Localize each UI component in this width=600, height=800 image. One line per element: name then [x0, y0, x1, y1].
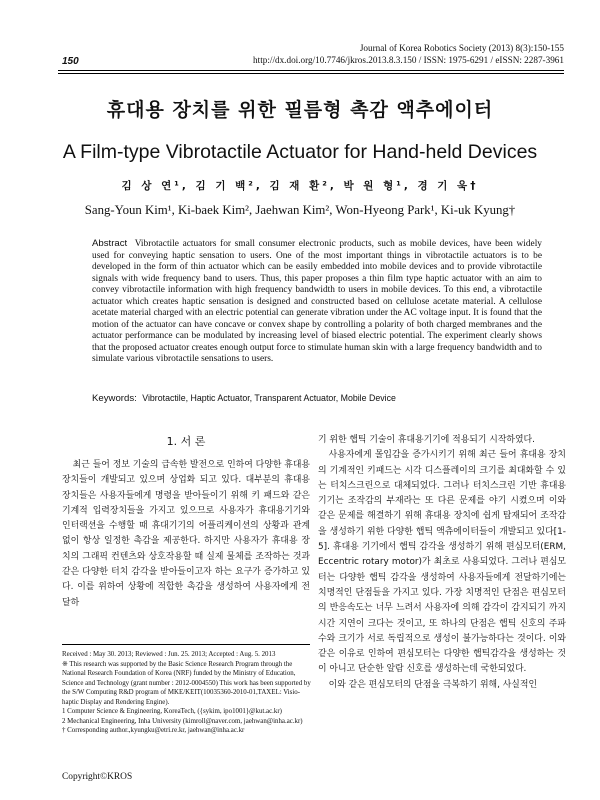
- abstract-label: Abstract: [92, 238, 128, 249]
- keywords-label: Keywords:: [92, 393, 137, 404]
- body-column-right: [318, 433, 566, 693]
- footnote-corresponding: † Corresponding author.,kyungku@etri.re.kr, jaehwan@inha.ac.kr: [62, 727, 245, 735]
- title-korean: 휴대용 장치를 위한 필름형 촉감 액추에이터: [106, 99, 494, 121]
- header-rule: [58, 70, 564, 71]
- keywords-text: Vibrotactile, Haptic Actuator, Transparent Actuator, Mobile Device: [142, 393, 396, 403]
- footnote-affiliation-2: 2 Mechanical Engineering, Inha University (kimroll@naver.com, jaehwan@inha.ac.kr): [62, 717, 303, 725]
- copyright-notice: Copyright©KROS: [62, 772, 133, 782]
- footnote-received: Received : May 30. 2013; Reviewed : Jun. 25. 2013; Accepted : Aug. 5. 2013: [62, 651, 276, 658]
- title-english: A Film-type Vibrotactile Actuator for Hand-held Devices: [62, 141, 538, 163]
- body-paragraph: 사용자에게 몰입감을 증가시키기 위해 최근 들어 휴대용 장치의 기계적인 키패드는 시각 디스플레이의 크기를 최대화할 수 있는 터치스크린으로 대체되었다. 그러나 터치스크린 기반 휴대용기기는 조작감의 부재라는 또 다른 문제를 야기 시켰으며 이와 같은 문제를 해결하기 위해 휴대용 장치에 쉽게 탑재되어 조작감을 생성하기 위한 다양한 햅틱 액츄에이터들이 개발되고 있다[1-5]. 휴대용 기기에서 햅틱 감각을 생성하기 위해 편심모터(ERM, Eccentric rotary motor)가 최초로 사용되었다. 그러나 편심모터는 다양한 햅틱 감각을 생성하여 사용자들에게 전달하기에는 치명적인 단점들을 가지고 있다. 가장 치명적인 단점은 편심모터의 반응속도는 너무 느려서 사용자에 의해 감각이 감지되기 까지 시간 지연이 크다는 것이고, 또 하나의 단점은 햅틱 신호의 주파수와 크기가 서로 독립적으로 생성이 불가능하다는 것이다. 이와 같은 이유로 인하여 편심모터는 다양한 햅틱감각을 생성하는 것이 아니고 단순한 알람 신호를 생성하는데 국한되었다.: [318, 450, 566, 675]
- header-rule-thin: [58, 73, 564, 74]
- intro-paragraph: 최근 들어 정보 기술의 급속한 발전으로 인하여 다양한 휴대용 장치들이 개발되고 있으며 상업화 되고 있다. 대부분의 휴대용 장치들은 사용자들에게 명령을 받아들이기 위해 키 패드와 같은 기계적 입력장치들을 가지고 있으므로 사용자가 휴대용기기와 인터랙션을 수행할 때 휴대기기의 어플리케이션의 상황과 관계 없이 항상 일정한 촉감을 제공한다. 하지만 사용자가 휴대용 장치의 그래픽 컨텐츠와 상호작용할 때 실제 물체를 조작하는 것과 같은 다양한 터치 감각을 받아들이고자 하는 요구가 증가하고 있다. 이를 위하여 상황에 적합한 촉감을 생성하여 사용자에게 전달하: [62, 460, 310, 608]
- footnote-funding: ※ This research was supported by the Basic Science Research Program through the National Research Foundation of Korea (NRF) funded by the Ministry of Education, Science and Technology (grant number : 2012-0004550) This work has been supported by the S/W Computing R&D program of MKE/KEIT(10035360-2010-01,TAXEL: Visio-haptic Display and Rendering Engine).: [62, 660, 311, 706]
- footnotes: [62, 650, 312, 736]
- journal-citation: Journal of Korea Robotics Society (2013) 8(3):150-155: [359, 43, 564, 53]
- section-heading-introduction: 1. 서 론: [166, 435, 206, 448]
- abstract: [92, 238, 542, 366]
- journal-doi-issn: http://dx.doi.org/10.7746/jkros.2013.8.3.150 / ISSN: 1975-6291 / eISSN: 2287-3961: [253, 54, 564, 65]
- keywords: [92, 393, 542, 404]
- footnote-affiliation-1: 1 Computer Science & Engineering, KoreaTech, ({sykim, ipo1001}@kut.ac.kr): [62, 708, 282, 716]
- footnote-rule: [62, 644, 310, 645]
- continued-paragraph: 기 위한 햅틱 기술이 휴대용기기에 적용되기 시작하였다.: [318, 435, 535, 445]
- authors-english: Sang-Youn Kim¹, Ki-baek Kim², Jaehwan Kim², Won-Hyeong Park¹, Ki-uk Kyung†: [84, 203, 516, 217]
- body-column-left: [62, 458, 310, 611]
- abstract-text: Vibrotactile actuators for small consumer electronic products, such as mobile devices, have been widely used for conveying haptic sensation to users. One of the most important things in vibrotactile actuators is to be developed in the form of thin actuator which can be easily embedded into mobile devices and to provide vibrotactile signals with wide frequency band to users. Thus, this paper proposes a thin film type haptic actuator with an aim to convey vibrotactile information with high frequency bandwidth to users in mobile devices. To this end, a vibrotactile actuator which creates haptic sensation is designed and constructed based on cellulose acetate material. A cellulose acetate material charged with an electric potential can generate vibration under the AC voltage input. It is found that the motion of the actuator can have concave or convex shape by controlling a polarity of both charged membranes and the actuator performance can be modulated by increasing level of biased electric potential. The experiment clearly shows that the proposed actuator creates enough output force to stimulate human skin with a large frequency bandwidth and to simulate various vibrotactile sensations to users.: [92, 239, 542, 365]
- journal-info: [253, 43, 564, 66]
- authors-korean: 김 상 연¹, 김 기 백², 김 재 환², 박 원 형¹, 경 기 욱†: [121, 180, 479, 192]
- body-paragraph: 이와 같은 편심모터의 단점을 극복하기 위해, 사실적인: [328, 679, 538, 690]
- page-number: 150: [62, 56, 79, 67]
